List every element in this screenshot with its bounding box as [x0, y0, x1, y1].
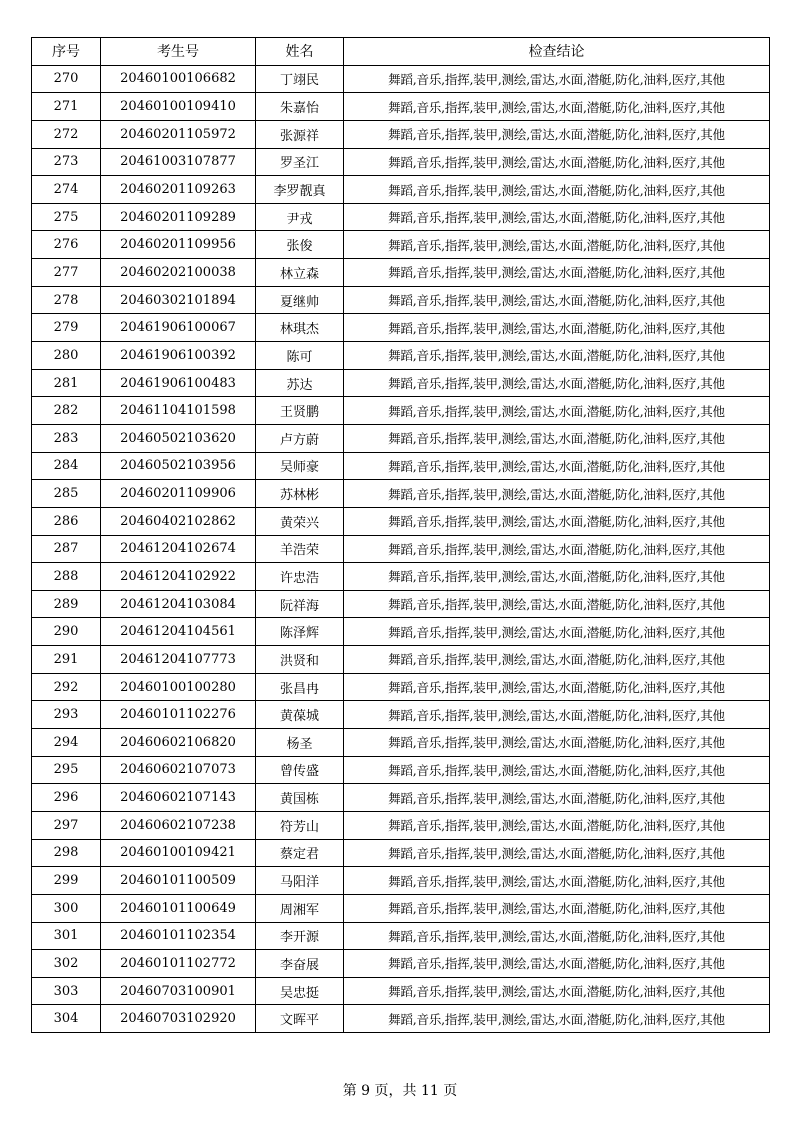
cell-exam-id: 20460101100649	[101, 894, 256, 922]
cell-exam-id: 20461204103084	[101, 590, 256, 618]
cell-result: 舞蹈,音乐,指挥,装甲,测绘,雷达,水面,潜艇,防化,油料,医疗,其他	[344, 894, 770, 922]
cell-exam-id: 20461104101598	[101, 397, 256, 425]
cell-exam-id: 20461003107877	[101, 148, 256, 176]
cell-seq: 275	[32, 203, 101, 231]
cell-result: 舞蹈,音乐,指挥,装甲,测绘,雷达,水面,潜艇,防化,油料,医疗,其他	[344, 452, 770, 480]
cell-name: 杨圣	[256, 729, 344, 757]
cell-result: 舞蹈,音乐,指挥,装甲,测绘,雷达,水面,潜艇,防化,油料,医疗,其他	[344, 839, 770, 867]
cell-seq: 281	[32, 369, 101, 397]
table-row	[32, 535, 770, 563]
table-row	[32, 646, 770, 674]
cell-result: 舞蹈,音乐,指挥,装甲,测绘,雷达,水面,潜艇,防化,油料,医疗,其他	[344, 93, 770, 121]
cell-result: 舞蹈,音乐,指挥,装甲,测绘,雷达,水面,潜艇,防化,油料,医疗,其他	[344, 369, 770, 397]
cell-seq: 285	[32, 480, 101, 508]
cell-result: 舞蹈,音乐,指挥,装甲,测绘,雷达,水面,潜艇,防化,油料,医疗,其他	[344, 784, 770, 812]
table-row	[32, 259, 770, 287]
cell-exam-id: 20460703100901	[101, 977, 256, 1005]
cell-seq: 290	[32, 618, 101, 646]
cell-seq: 294	[32, 729, 101, 757]
cell-seq: 274	[32, 176, 101, 204]
table-row	[32, 65, 770, 93]
cell-name: 张昌冉	[256, 673, 344, 701]
cell-result: 舞蹈,音乐,指挥,装甲,测绘,雷达,水面,潜艇,防化,油料,医疗,其他	[344, 120, 770, 148]
cell-seq: 279	[32, 314, 101, 342]
cell-result: 舞蹈,音乐,指挥,装甲,测绘,雷达,水面,潜艇,防化,油料,医疗,其他	[344, 673, 770, 701]
page-number: 第 9 页，共 11 页	[342, 1083, 458, 1099]
table-row	[32, 839, 770, 867]
table-row	[32, 369, 770, 397]
cell-exam-id: 20461906100483	[101, 369, 256, 397]
cell-result: 舞蹈,音乐,指挥,装甲,测绘,雷达,水面,潜艇,防化,油料,医疗,其他	[344, 701, 770, 729]
table-row	[32, 950, 770, 978]
table-header-row	[32, 38, 770, 66]
cell-exam-id: 20461204107773	[101, 646, 256, 674]
cell-result: 舞蹈,音乐,指挥,装甲,测绘,雷达,水面,潜艇,防化,油料,医疗,其他	[344, 646, 770, 674]
cell-name: 卢方蔚	[256, 424, 344, 452]
cell-name: 黄荣兴	[256, 507, 344, 535]
table-row	[32, 120, 770, 148]
table-row	[32, 93, 770, 121]
cell-name: 林立森	[256, 259, 344, 287]
table-row	[32, 756, 770, 784]
cell-exam-id: 20461204102922	[101, 563, 256, 591]
cell-exam-id: 20461204104561	[101, 618, 256, 646]
cell-name: 陈可	[256, 342, 344, 370]
cell-exam-id: 20460201109263	[101, 176, 256, 204]
cell-name: 黄国栋	[256, 784, 344, 812]
table-row	[32, 1005, 770, 1033]
cell-exam-id: 20460201109289	[101, 203, 256, 231]
cell-name: 黄葆城	[256, 701, 344, 729]
table-row	[32, 314, 770, 342]
cell-name: 王贤鹏	[256, 397, 344, 425]
cell-result: 舞蹈,音乐,指挥,装甲,测绘,雷达,水面,潜艇,防化,油料,医疗,其他	[344, 424, 770, 452]
cell-result: 舞蹈,音乐,指挥,装甲,测绘,雷达,水面,潜艇,防化,油料,医疗,其他	[344, 1005, 770, 1033]
cell-exam-id: 20460101102276	[101, 701, 256, 729]
cell-seq: 302	[32, 950, 101, 978]
cell-seq: 277	[32, 259, 101, 287]
cell-name: 林琪杰	[256, 314, 344, 342]
table-row	[32, 286, 770, 314]
cell-name: 马阳洋	[256, 867, 344, 895]
cell-exam-id: 20460100100280	[101, 673, 256, 701]
cell-exam-id: 20460100109410	[101, 93, 256, 121]
cell-name: 陈泽辉	[256, 618, 344, 646]
cell-seq: 278	[32, 286, 101, 314]
cell-result: 舞蹈,音乐,指挥,装甲,测绘,雷达,水面,潜艇,防化,油料,医疗,其他	[344, 618, 770, 646]
cell-exam-id: 20460502103620	[101, 424, 256, 452]
cell-seq: 270	[32, 65, 101, 93]
cell-name: 苏达	[256, 369, 344, 397]
cell-seq: 295	[32, 756, 101, 784]
cell-exam-id: 20460201109906	[101, 480, 256, 508]
cell-exam-id: 20460201105972	[101, 120, 256, 148]
cell-exam-id: 20460402102862	[101, 507, 256, 535]
cell-seq: 283	[32, 424, 101, 452]
cell-result: 舞蹈,音乐,指挥,装甲,测绘,雷达,水面,潜艇,防化,油料,医疗,其他	[344, 535, 770, 563]
cell-result: 舞蹈,音乐,指挥,装甲,测绘,雷达,水面,潜艇,防化,油料,医疗,其他	[344, 811, 770, 839]
cell-seq: 288	[32, 563, 101, 591]
cell-name: 许忠浩	[256, 563, 344, 591]
table-row	[32, 922, 770, 950]
cell-name: 曾传盛	[256, 756, 344, 784]
cell-result: 舞蹈,音乐,指挥,装甲,测绘,雷达,水面,潜艇,防化,油料,医疗,其他	[344, 480, 770, 508]
cell-seq: 271	[32, 93, 101, 121]
cell-exam-id: 20460703102920	[101, 1005, 256, 1033]
cell-seq: 299	[32, 867, 101, 895]
cell-exam-id: 20460101102354	[101, 922, 256, 950]
cell-seq: 292	[32, 673, 101, 701]
cell-name: 张俊	[256, 231, 344, 259]
cell-result: 舞蹈,音乐,指挥,装甲,测绘,雷达,水面,潜艇,防化,油料,医疗,其他	[344, 342, 770, 370]
cell-seq: 286	[32, 507, 101, 535]
cell-result: 舞蹈,音乐,指挥,装甲,测绘,雷达,水面,潜艇,防化,油料,医疗,其他	[344, 922, 770, 950]
cell-name: 尹戎	[256, 203, 344, 231]
cell-name: 苏林彬	[256, 480, 344, 508]
table-row	[32, 148, 770, 176]
cell-seq: 296	[32, 784, 101, 812]
cell-exam-id: 20461906100067	[101, 314, 256, 342]
header-seq: 序号	[32, 38, 101, 66]
cell-name: 夏继帅	[256, 286, 344, 314]
cell-result: 舞蹈,音乐,指挥,装甲,测绘,雷达,水面,潜艇,防化,油料,医疗,其他	[344, 203, 770, 231]
cell-result: 舞蹈,音乐,指挥,装甲,测绘,雷达,水面,潜艇,防化,油料,医疗,其他	[344, 65, 770, 93]
exam-results-table	[31, 37, 770, 1033]
cell-exam-id: 20460602106820	[101, 729, 256, 757]
cell-seq: 301	[32, 922, 101, 950]
table-row	[32, 452, 770, 480]
cell-exam-id: 20460202100038	[101, 259, 256, 287]
cell-result: 舞蹈,音乐,指挥,装甲,测绘,雷达,水面,潜艇,防化,油料,医疗,其他	[344, 314, 770, 342]
cell-name: 吴忠挺	[256, 977, 344, 1005]
table-row	[32, 342, 770, 370]
cell-name: 阮祥海	[256, 590, 344, 618]
table-row	[32, 590, 770, 618]
cell-result: 舞蹈,音乐,指挥,装甲,测绘,雷达,水面,潜艇,防化,油料,医疗,其他	[344, 507, 770, 535]
header-name: 姓名	[256, 38, 344, 66]
cell-name: 周湘军	[256, 894, 344, 922]
cell-result: 舞蹈,音乐,指挥,装甲,测绘,雷达,水面,潜艇,防化,油料,医疗,其他	[344, 729, 770, 757]
cell-name: 罗圣江	[256, 148, 344, 176]
cell-seq: 298	[32, 839, 101, 867]
cell-name: 李罗靓真	[256, 176, 344, 204]
cell-seq: 280	[32, 342, 101, 370]
cell-seq: 282	[32, 397, 101, 425]
header-exam-id: 考生号	[101, 38, 256, 66]
cell-result: 舞蹈,音乐,指挥,装甲,测绘,雷达,水面,潜艇,防化,油料,医疗,其他	[344, 259, 770, 287]
table-row	[32, 424, 770, 452]
table-row	[32, 977, 770, 1005]
cell-result: 舞蹈,音乐,指挥,装甲,测绘,雷达,水面,潜艇,防化,油料,医疗,其他	[344, 977, 770, 1005]
cell-seq: 287	[32, 535, 101, 563]
cell-name: 符芳山	[256, 811, 344, 839]
cell-exam-id: 20461204102674	[101, 535, 256, 563]
table-row	[32, 701, 770, 729]
cell-result: 舞蹈,音乐,指挥,装甲,测绘,雷达,水面,潜艇,防化,油料,医疗,其他	[344, 867, 770, 895]
table-row	[32, 811, 770, 839]
cell-seq: 291	[32, 646, 101, 674]
cell-name: 文晖平	[256, 1005, 344, 1033]
cell-result: 舞蹈,音乐,指挥,装甲,测绘,雷达,水面,潜艇,防化,油料,医疗,其他	[344, 397, 770, 425]
table-row	[32, 894, 770, 922]
cell-exam-id: 20460302101894	[101, 286, 256, 314]
cell-name: 洪贤和	[256, 646, 344, 674]
cell-exam-id: 20461906100392	[101, 342, 256, 370]
cell-exam-id: 20460101100509	[101, 867, 256, 895]
cell-seq: 284	[32, 452, 101, 480]
cell-name: 吴师豪	[256, 452, 344, 480]
table-row	[32, 397, 770, 425]
cell-result: 舞蹈,音乐,指挥,装甲,测绘,雷达,水面,潜艇,防化,油料,医疗,其他	[344, 231, 770, 259]
cell-exam-id: 20460602107073	[101, 756, 256, 784]
header-result: 检查结论	[344, 38, 770, 66]
cell-exam-id: 20460101102772	[101, 950, 256, 978]
cell-result: 舞蹈,音乐,指挥,装甲,测绘,雷达,水面,潜艇,防化,油料,医疗,其他	[344, 176, 770, 204]
table-row	[32, 673, 770, 701]
cell-exam-id: 20460602107143	[101, 784, 256, 812]
cell-seq: 297	[32, 811, 101, 839]
cell-seq: 272	[32, 120, 101, 148]
table-row	[32, 231, 770, 259]
cell-result: 舞蹈,音乐,指挥,装甲,测绘,雷达,水面,潜艇,防化,油料,医疗,其他	[344, 286, 770, 314]
cell-seq: 276	[32, 231, 101, 259]
cell-result: 舞蹈,音乐,指挥,装甲,测绘,雷达,水面,潜艇,防化,油料,医疗,其他	[344, 590, 770, 618]
cell-exam-id: 20460502103956	[101, 452, 256, 480]
cell-seq: 293	[32, 701, 101, 729]
cell-result: 舞蹈,音乐,指挥,装甲,测绘,雷达,水面,潜艇,防化,油料,医疗,其他	[344, 950, 770, 978]
cell-seq: 303	[32, 977, 101, 1005]
cell-exam-id: 20460100106682	[101, 65, 256, 93]
table-row	[32, 203, 770, 231]
cell-name: 蔡定君	[256, 839, 344, 867]
table-row	[32, 507, 770, 535]
cell-exam-id: 20460100109421	[101, 839, 256, 867]
cell-exam-id: 20460201109956	[101, 231, 256, 259]
cell-name: 张源祥	[256, 120, 344, 148]
cell-name: 李奋展	[256, 950, 344, 978]
table-row	[32, 618, 770, 646]
cell-result: 舞蹈,音乐,指挥,装甲,测绘,雷达,水面,潜艇,防化,油料,医疗,其他	[344, 148, 770, 176]
table-row	[32, 480, 770, 508]
cell-name: 李开源	[256, 922, 344, 950]
table-row	[32, 784, 770, 812]
cell-name: 朱嘉怡	[256, 93, 344, 121]
cell-result: 舞蹈,音乐,指挥,装甲,测绘,雷达,水面,潜艇,防化,油料,医疗,其他	[344, 756, 770, 784]
cell-result: 舞蹈,音乐,指挥,装甲,测绘,雷达,水面,潜艇,防化,油料,医疗,其他	[344, 563, 770, 591]
cell-seq: 273	[32, 148, 101, 176]
cell-seq: 300	[32, 894, 101, 922]
table-row	[32, 729, 770, 757]
table-row	[32, 563, 770, 591]
cell-seq: 289	[32, 590, 101, 618]
cell-name: 羊浩荣	[256, 535, 344, 563]
table-row	[32, 867, 770, 895]
cell-seq: 304	[32, 1005, 101, 1033]
table-row	[32, 176, 770, 204]
cell-name: 丁翊民	[256, 65, 344, 93]
cell-exam-id: 20460602107238	[101, 811, 256, 839]
